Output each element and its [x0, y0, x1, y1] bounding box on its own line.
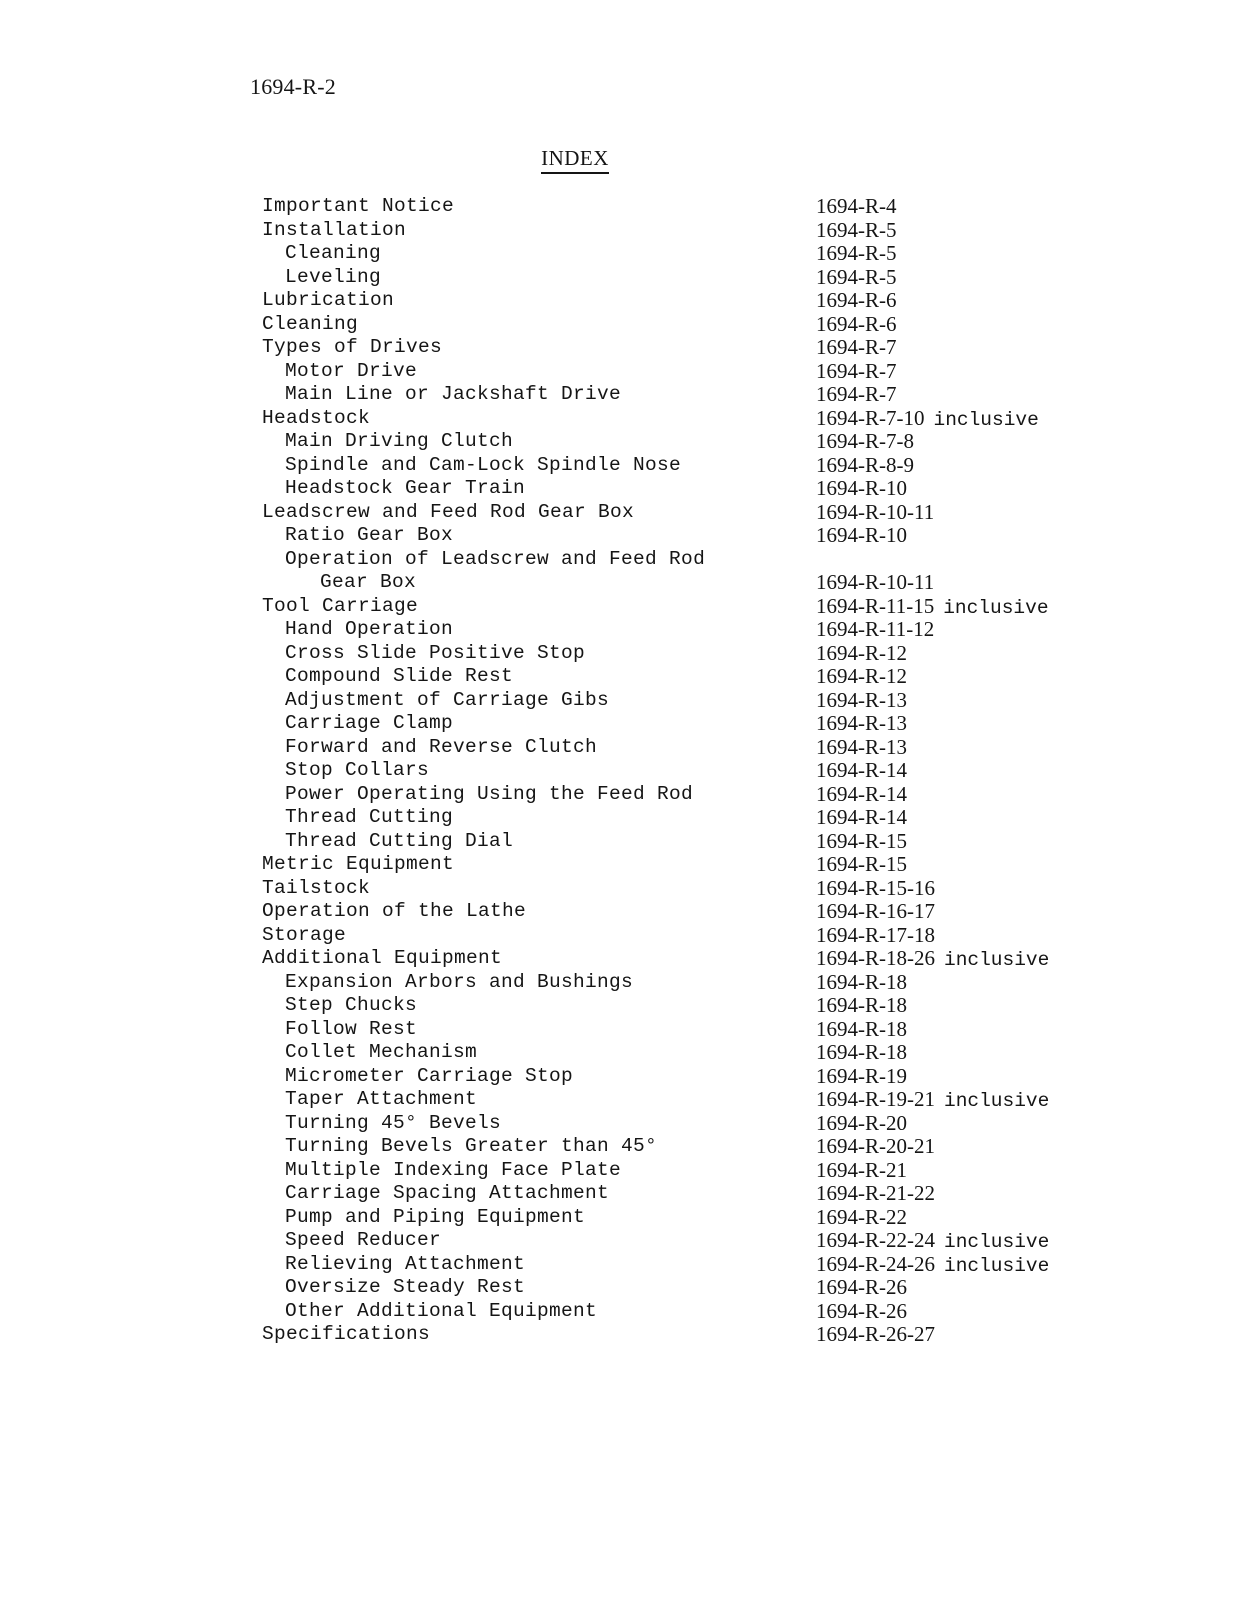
index-entry	[262, 806, 1122, 830]
index-list	[262, 195, 1122, 1347]
entry-page-ref	[816, 195, 897, 219]
entry-page-ref	[816, 900, 935, 924]
entry-page-code: 1694-R-5	[816, 217, 897, 242]
entry-page-code: 1694-R-14	[816, 758, 907, 782]
index-entry	[262, 595, 1122, 619]
entry-label: Types of Drives	[262, 336, 443, 358]
index-title	[0, 146, 1150, 171]
entry-page-code: 1694-R-26	[816, 1298, 907, 1323]
entry-label: Expansion Arbors and Bushings	[285, 970, 634, 993]
entry-page-ref	[816, 736, 907, 760]
entry-page-code: 1694-R-18-26	[816, 946, 935, 970]
entry-page-ref	[816, 689, 907, 713]
entry-range-note: inclusive	[944, 1254, 1050, 1277]
entry-page-ref	[816, 1206, 907, 1230]
index-entry	[262, 383, 1122, 407]
entry-label: Metric Equipment	[262, 853, 455, 875]
entry-page-ref	[816, 759, 907, 783]
entry-page-ref	[816, 1300, 907, 1324]
index-entry	[262, 783, 1122, 807]
index-entry	[262, 501, 1122, 525]
entry-page-ref	[816, 571, 934, 595]
entry-page-code: 1694-R-21-22	[816, 1181, 935, 1205]
entry-page-ref	[816, 665, 907, 689]
entry-label: Compound Slide Rest	[285, 665, 514, 687]
entry-page-code: 1694-R-6	[816, 311, 897, 336]
index-entry	[262, 1018, 1122, 1042]
index-entry	[262, 1088, 1122, 1112]
entry-label: Multiple Indexing Face Plate	[285, 1158, 622, 1181]
entry-page-code: 1694-R-12	[816, 664, 907, 688]
entry-page-code: 1694-R-13	[816, 711, 907, 735]
entry-page-ref	[816, 853, 907, 877]
entry-page-ref	[816, 806, 907, 830]
entry-page-ref	[816, 313, 897, 337]
index-entry	[262, 947, 1122, 971]
entry-page-code: 1694-R-14	[816, 805, 907, 829]
entry-page-code: 1694-R-15	[816, 828, 907, 853]
entry-label: Operation of Leadscrew and Feed Rod	[285, 547, 706, 570]
entry-label: Headstock	[262, 406, 371, 429]
entry-label: Power Operating Using the Feed Rod	[285, 782, 694, 805]
entry-label: Oversize Steady Rest	[285, 1276, 526, 1298]
entry-label: Turning Bevels Greater than 45°	[285, 1135, 658, 1157]
entry-page-ref	[816, 971, 907, 995]
index-entry	[262, 736, 1122, 760]
entry-page-ref	[816, 924, 935, 948]
entry-page-ref	[816, 242, 897, 266]
index-entry	[262, 971, 1122, 995]
entry-page-code: 1694-R-7-8	[816, 429, 914, 453]
entry-page-ref	[816, 501, 934, 525]
entry-range-note: inclusive	[944, 1090, 1050, 1112]
entry-page-ref	[816, 336, 897, 360]
index-entry	[262, 994, 1122, 1018]
entry-page-code: 1694-R-22-24	[816, 1228, 935, 1252]
index-entry	[262, 266, 1122, 290]
index-entry	[262, 219, 1122, 243]
entry-label: Main Driving Clutch	[285, 430, 514, 452]
index-entry	[262, 336, 1122, 360]
entry-range-note: inclusive	[943, 596, 1049, 619]
entry-page-ref	[816, 712, 907, 736]
entry-page-ref	[816, 477, 907, 501]
entry-range-note: inclusive	[933, 408, 1039, 431]
index-entry	[262, 1253, 1122, 1277]
entry-page-ref	[816, 383, 897, 407]
entry-label: Follow Rest	[285, 1017, 418, 1040]
entry-page-code: 1694-R-26-27	[816, 1322, 935, 1346]
entry-page-ref	[816, 642, 907, 666]
entry-page-code: 1694-R-19-21	[816, 1087, 935, 1111]
index-entry	[262, 1206, 1122, 1230]
entry-label: Tailstock	[262, 876, 371, 899]
index-entry	[262, 1229, 1122, 1253]
entry-range-note: inclusive	[944, 1231, 1050, 1253]
index-entry	[262, 548, 1122, 572]
entry-page-code: 1694-R-7-10	[816, 405, 925, 430]
index-title-text: INDEX	[541, 146, 609, 174]
index-entry	[262, 1112, 1122, 1136]
entry-label: Taper Attachment	[285, 1088, 478, 1110]
entry-page-code: 1694-R-20-21	[816, 1134, 935, 1158]
entry-page-ref	[816, 289, 897, 313]
entry-page-code: 1694-R-15-16	[816, 875, 935, 900]
entry-page-code: 1694-R-13	[816, 734, 907, 759]
index-entry	[262, 360, 1122, 384]
index-entry	[262, 924, 1122, 948]
index-entry	[262, 877, 1122, 901]
entry-label: Important Notice	[262, 195, 455, 217]
entry-page-code: 1694-R-16-17	[816, 899, 935, 923]
index-entry	[262, 830, 1122, 854]
entry-page-code: 1694-R-7	[816, 335, 897, 359]
index-entry	[262, 642, 1122, 666]
index-entry	[262, 1159, 1122, 1183]
entry-page-ref	[816, 618, 934, 642]
entry-page-code: 1694-R-5	[816, 241, 897, 265]
entry-page-ref	[816, 830, 907, 854]
entry-page-code: 1694-R-11-12	[816, 617, 935, 641]
entry-page-code: 1694-R-24-26	[816, 1251, 935, 1276]
entry-label: Thread Cutting	[285, 806, 454, 828]
entry-page-code: 1694-R-21	[816, 1157, 907, 1182]
entry-label: Adjustment of Carriage Gibs	[285, 688, 610, 711]
entry-page-ref	[816, 266, 897, 290]
entry-page-ref	[816, 1323, 935, 1347]
index-entry	[262, 313, 1122, 337]
entry-label: Installation	[262, 218, 407, 241]
entry-page-code: 1694-R-18	[816, 969, 907, 994]
page-code: 1694-R-2	[250, 74, 336, 99]
entry-label: Carriage Clamp	[285, 712, 454, 734]
index-entry	[262, 618, 1122, 642]
entry-label: Forward and Reverse Clutch	[285, 735, 598, 758]
entry-label: Ratio Gear Box	[285, 524, 454, 546]
entry-label: Speed Reducer	[285, 1229, 442, 1251]
index-entry	[262, 242, 1122, 266]
entry-page-code: 1694-R-20	[816, 1110, 907, 1135]
entry-label: Stop Collars	[285, 759, 430, 781]
index-entry	[262, 759, 1122, 783]
entry-label: Leveling	[285, 265, 382, 288]
entry-page-code: 1694-R-18	[816, 1040, 907, 1064]
entry-page-code: 1694-R-10-11	[816, 499, 935, 524]
entry-page-code: 1694-R-14	[816, 781, 907, 806]
index-entry	[262, 477, 1122, 501]
index-entry	[262, 430, 1122, 454]
entry-page-code: 1694-R-4	[816, 194, 897, 218]
entry-label: Micrometer Carriage Stop	[285, 1064, 574, 1087]
entry-page-ref	[816, 783, 907, 807]
index-entry	[262, 289, 1122, 313]
index-entry	[262, 1276, 1122, 1300]
entry-label: Additional Equipment	[262, 947, 503, 969]
index-entry	[262, 689, 1122, 713]
entry-label: Step Chucks	[285, 994, 418, 1016]
entry-page-code: 1694-R-11-15	[816, 593, 935, 618]
entry-label: Motor Drive	[285, 359, 418, 382]
entry-label: Relieving Attachment	[285, 1252, 526, 1275]
index-entry	[262, 665, 1122, 689]
entry-label: Cleaning	[285, 242, 382, 264]
entry-page-ref	[816, 1018, 907, 1042]
entry-page-ref	[816, 1276, 907, 1300]
entry-page-code: 1694-R-10	[816, 523, 907, 547]
entry-page-ref	[816, 1159, 907, 1183]
entry-page-code: 1694-R-6	[816, 288, 897, 312]
entry-page-ref	[816, 1112, 907, 1136]
entry-label: Turning 45° Bevels	[285, 1111, 502, 1134]
index-entry	[262, 712, 1122, 736]
entry-page-ref	[816, 877, 935, 901]
entry-label: Hand Operation	[285, 618, 454, 640]
index-entry	[262, 1135, 1122, 1159]
entry-label: Thread Cutting Dial	[285, 829, 514, 852]
index-entry	[262, 407, 1122, 431]
entry-page-code: 1694-R-12	[816, 640, 907, 665]
index-entry	[262, 1323, 1122, 1347]
entry-label: Other Additional Equipment	[285, 1299, 598, 1322]
entry-page-ref	[816, 219, 897, 243]
entry-page-ref	[816, 1041, 907, 1065]
entry-label: Storage	[262, 923, 347, 946]
index-entry	[262, 1300, 1122, 1324]
entry-page-code: 1694-R-10-11	[816, 570, 935, 594]
entry-label: Carriage Spacing Attachment	[285, 1182, 610, 1204]
entry-page-ref	[816, 454, 914, 478]
index-entry	[262, 454, 1122, 478]
index-entry	[262, 571, 1122, 595]
entry-page-code: 1694-R-19	[816, 1063, 907, 1088]
entry-page-ref	[816, 1135, 935, 1159]
entry-page-ref	[816, 360, 897, 384]
entry-label: Spindle and Cam-Lock Spindle Nose	[285, 453, 682, 476]
entry-page-code: 1694-R-8-9	[816, 452, 914, 477]
index-entry	[262, 1065, 1122, 1089]
entry-page-code: 1694-R-5	[816, 264, 897, 289]
entry-label: Operation of the Lathe	[262, 900, 527, 922]
entry-page-code: 1694-R-17-18	[816, 922, 935, 947]
entry-page-code: 1694-R-7	[816, 382, 897, 406]
entry-page-ref	[816, 430, 914, 454]
entry-page-ref	[816, 1065, 907, 1089]
index-entry	[262, 524, 1122, 548]
entry-label: Collet Mechanism	[285, 1041, 478, 1063]
entry-range-note: inclusive	[944, 949, 1050, 971]
entry-label: Leadscrew and Feed Rod Gear Box	[262, 500, 635, 523]
entry-page-code: 1694-R-15	[816, 852, 907, 876]
index-entry	[262, 1041, 1122, 1065]
entry-page-ref	[816, 524, 907, 548]
entry-page-code: 1694-R-18	[816, 993, 907, 1017]
entry-label: Lubrication	[262, 289, 395, 311]
entry-label: Main Line or Jackshaft Drive	[285, 383, 622, 405]
index-entry	[262, 1182, 1122, 1206]
entry-label: Cleaning	[262, 312, 359, 335]
index-entry	[262, 195, 1122, 219]
index-entry	[262, 853, 1122, 877]
entry-label: Gear Box	[320, 571, 417, 593]
entry-page-ref	[816, 994, 907, 1018]
entry-label: Pump and Piping Equipment	[285, 1205, 586, 1228]
index-entry	[262, 900, 1122, 924]
entry-label: Headstock Gear Train	[285, 477, 526, 499]
entry-page-code: 1694-R-7	[816, 358, 897, 383]
entry-page-code: 1694-R-18	[816, 1016, 907, 1041]
entry-label: Specifications	[262, 1323, 431, 1345]
entry-page-code: 1694-R-13	[816, 687, 907, 712]
entry-page-code: 1694-R-26	[816, 1275, 907, 1299]
entry-page-code: 1694-R-10	[816, 476, 907, 500]
entry-page-ref	[816, 1182, 935, 1206]
entry-label: Cross Slide Positive Stop	[285, 641, 586, 664]
entry-label: Tool Carriage	[262, 594, 419, 617]
entry-page-code: 1694-R-22	[816, 1204, 907, 1229]
